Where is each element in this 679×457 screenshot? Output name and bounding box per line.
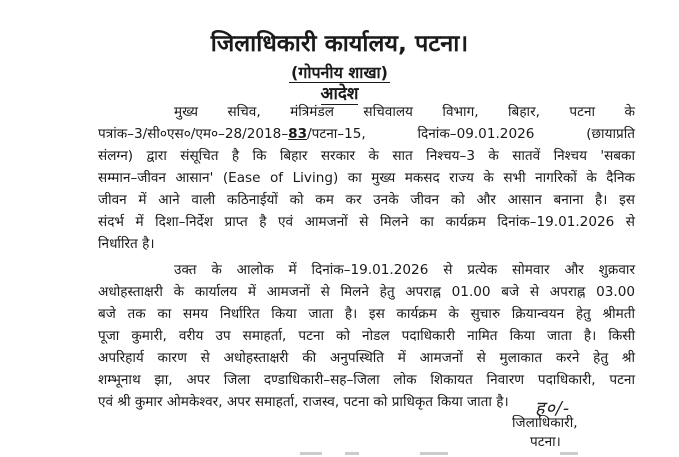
para2-line-4: पूजा कुमारी, वरीय उप समाहर्ता, पटना को नोडल पदाधिकारी नामित किया जाता है। किसी (98, 328, 635, 344)
para2-line-2: अधोहस्ताक्षरी के कार्यालय में आमजनों से मिलने हेतु अपराह्न 01.00 बजे से अपराह्न 03.00 (98, 284, 635, 300)
para1-letter-ref (98, 123, 635, 145)
branch-label (0, 63, 679, 83)
para1-line-6: संदर्भ में दिशा–निर्देश प्राप्त है एवं आमजनों से मिलने का कार्यक्रम दिनांक–19.01.2026 से (98, 214, 635, 230)
para1-line-1: मुख्य सचिव, मंत्रिमंडल सचिवालय विभाग, बिहार, पटना के (174, 104, 635, 120)
bleed-mark (300, 452, 322, 455)
para1-line-4: सम्मान–जीवन आसान' (Ease of Living) का मुख्य मकसद राज्य के सभी नागरिकों के दैनिक (98, 170, 635, 186)
letter-ref-number: 83 (288, 126, 308, 142)
office-title: जिलाधिकारी कार्यालय, पटना। (210, 31, 469, 57)
bleed-mark (420, 452, 448, 455)
para2-line-7: एवं श्री कुमार ओमकेश्वर, अपर समाहर्ता, राजस्व, पटना को प्राधिकृत किया जाता है। (98, 394, 509, 410)
letter-ref-after: /पटना–15, दिनांक–09.01.2026 (छायाप्रति (307, 126, 635, 142)
para2-line-1: उक्त के आलोक में दिनांक–19.01.2026 से प्रत्येक सोमवार और शुक्रवार (174, 262, 635, 278)
para1-line-3: संलग्न) द्वारा संसूचित है कि बिहार सरकार के सात निश्चय–3 के सातवें निश्चय 'सबका (98, 148, 635, 164)
bleed-mark (560, 452, 578, 455)
branch-text: (गोपनीय शाखा) (291, 63, 388, 82)
para1-line-7: निर्धारित है। (98, 236, 155, 252)
letter-ref-before: पत्रांक–3/सी०एस०/एम०–28/2018– (98, 126, 289, 142)
para1-line-5: जीवन में आने वाली कठिनाईयों को कम कर उनके जीवन को और आसान बनाना है। इस (98, 192, 635, 208)
bleed-mark (345, 452, 359, 455)
order-heading-text: आदेश (320, 84, 359, 104)
signature-designation: जिलाधिकारी, (512, 415, 578, 431)
signature-mark: ह०/- (535, 398, 571, 419)
para2-line-5: अपरिहार्य कारण से अधोहस्ताक्षरी की अनुपस्थिति में आमजनों से मुलाकात करने हेतु श्री (98, 350, 635, 366)
signature-place: पटना। (530, 434, 561, 450)
para2-line-3: बजे तक का समय निर्धारित किया जाता है। इस कार्यक्रम के सुचारु क्रियान्वयन हेतु श्रीमती (98, 306, 635, 322)
para2-line-6: शम्भूनाथ झा, अपर जिला दण्डाधिकारी–सह–जिला लोक शिकायत निवारण पदाधिकारी, पटना (98, 372, 635, 388)
